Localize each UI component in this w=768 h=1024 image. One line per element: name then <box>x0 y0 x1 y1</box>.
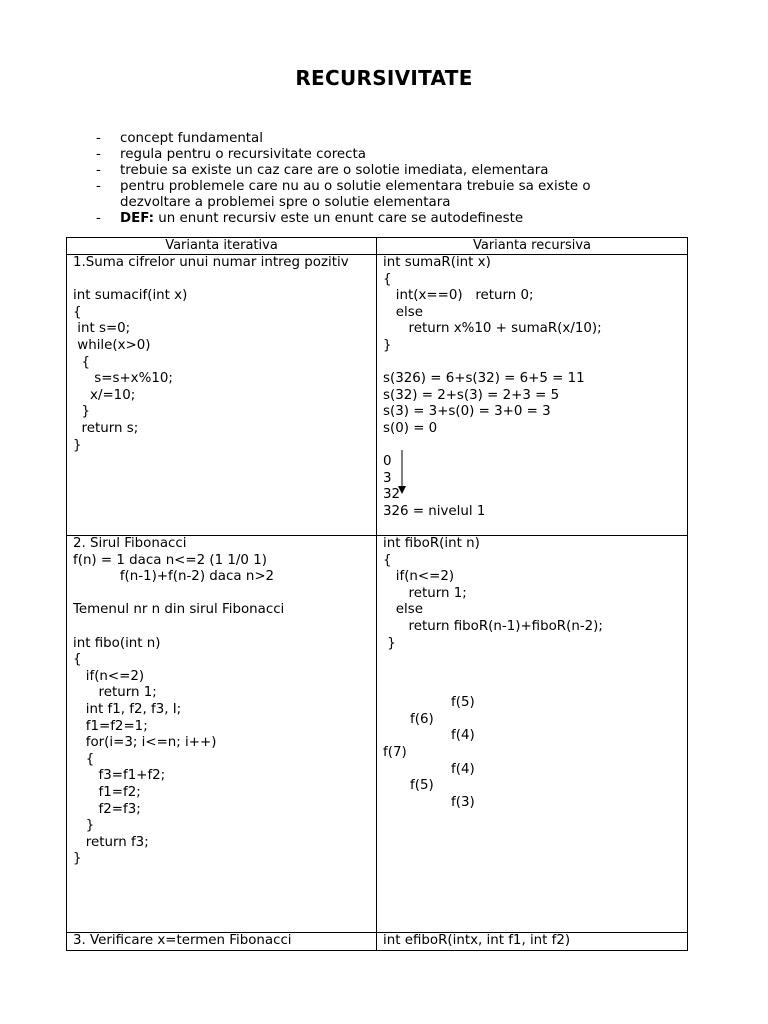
code-line <box>73 272 370 289</box>
dash-icon: - <box>96 178 101 194</box>
cell-iterative-fibo <box>67 536 377 933</box>
list-item-text: concept fundamental <box>120 131 263 146</box>
header-iterative: Varianta iterativa <box>67 238 377 255</box>
code-line: return 1; <box>73 685 157 701</box>
code-line: return f3; <box>73 834 149 850</box>
list-item <box>96 147 656 163</box>
tree-node: f(6) <box>410 711 434 727</box>
list-item <box>96 163 656 179</box>
code-block <box>377 536 687 652</box>
code-line: f1=f2; <box>73 784 141 800</box>
code-line: } <box>73 851 82 867</box>
code-line: while(x>0) <box>73 337 151 353</box>
code-line: return x%10 + sumaR(x/10); <box>383 321 602 337</box>
cell-iterative-sumacif <box>67 255 377 536</box>
code-line: 1.Suma cifrelor unui numar intreg pozitiv <box>73 255 349 270</box>
tree-node: f(7) <box>383 744 407 760</box>
code-block <box>377 933 687 950</box>
code-line: int sumacif(int x) <box>73 288 188 304</box>
list-item-text <box>120 211 656 227</box>
code-line: { <box>73 304 82 320</box>
code-line: } <box>73 437 82 453</box>
dash-icon: - <box>96 210 101 226</box>
recursion-tree <box>377 695 687 815</box>
code-line: 326 = nivelul 1 <box>383 503 486 519</box>
code-line: s(32) = 2+s(3) = 2+3 = 5 <box>383 387 560 403</box>
code-line: int fibo(int n) <box>73 635 161 651</box>
tree-node: f(3) <box>451 794 475 810</box>
code-line: f3=f1+f2; <box>73 768 166 784</box>
dash-icon: - <box>96 162 101 178</box>
code-line: return fiboR(n-1)+fiboR(n-2); <box>383 618 603 634</box>
code-line: } <box>73 404 91 420</box>
code-block <box>67 255 376 454</box>
code-line: s(3) = 3+s(0) = 3+0 = 3 <box>383 404 551 420</box>
code-line: { <box>73 751 95 767</box>
code-line: { <box>383 552 392 568</box>
list-item <box>96 211 656 227</box>
header-recursive: Varianta recursiva <box>377 238 688 255</box>
list-item-text: pentru problemele care nu au o solutie elementara trebuie sa existe o dezvoltare a problemei spre o solutie elementara <box>120 178 591 210</box>
code-line: 32 <box>383 487 401 503</box>
code-line: int sumaR(int x) <box>383 255 491 270</box>
tree-node: f(4) <box>451 761 475 777</box>
code-line: for(i=3; i<=n; i++) <box>73 735 217 751</box>
code-line: } <box>383 635 396 651</box>
code-line: else <box>383 602 423 618</box>
list-item-text: trebuie sa existe un caz care are o solotie imediata, elementara <box>120 162 549 178</box>
code-line: s(0) = 0 <box>383 420 438 436</box>
table-row <box>67 255 688 536</box>
cell-recursive-sumaR <box>377 255 688 536</box>
code-block <box>67 933 376 950</box>
code-block <box>377 255 687 521</box>
code-line: return 1; <box>383 585 467 601</box>
code-line: } <box>383 337 392 353</box>
code-line: 0 <box>383 454 392 470</box>
table-header-row <box>67 238 688 255</box>
code-line: f1=f2=1; <box>73 718 148 734</box>
comparison-table <box>66 237 688 951</box>
code-line: f(n-1)+f(n-2) daca n>2 <box>73 569 275 585</box>
dash-icon: - <box>96 146 101 162</box>
code-line: s=s+x%10; <box>73 371 173 387</box>
code-line: x/=10; <box>73 387 136 403</box>
list-item <box>96 131 656 147</box>
code-block <box>67 536 376 868</box>
code-line <box>73 619 370 636</box>
table-row <box>67 933 688 951</box>
code-line: int s=0; <box>73 321 131 337</box>
code-line: 3 <box>383 470 392 486</box>
code-line: { <box>383 271 392 287</box>
code-line: if(n<=2) <box>73 668 145 684</box>
cell-iterative-verificare <box>67 933 377 951</box>
list-item <box>96 179 656 211</box>
code-line: f(n) = 1 daca n<=2 (1 1/0 1) <box>73 552 267 568</box>
code-line: 3. Verificare x=termen Fibonacci <box>73 933 292 948</box>
code-line: Temenul nr n din sirul Fibonacci <box>73 602 285 618</box>
definition-text: un enunt recursiv este un enunt care se autodefineste <box>154 210 524 226</box>
code-line: { <box>73 652 82 668</box>
tree-node: f(4) <box>451 728 475 744</box>
code-line: int efiboR(intx, int f1, int f2) <box>383 933 571 948</box>
page-title: RECURSIVITATE <box>295 66 473 90</box>
code-line: s(326) = 6+s(32) = 6+5 = 11 <box>383 371 585 387</box>
code-line <box>73 586 370 603</box>
code-line: { <box>73 354 91 370</box>
list-item-text: regula pentru o recursivitate corecta <box>120 146 366 162</box>
code-line: int(x==0) return 0; <box>383 288 534 304</box>
tree-node: f(5) <box>451 695 475 711</box>
code-line: f2=f3; <box>73 801 141 817</box>
bullet-list <box>96 131 656 226</box>
code-line: int f1, f2, f3, I; <box>73 701 182 717</box>
definition-label: DEF: <box>120 210 155 226</box>
code-line <box>383 438 681 455</box>
code-line: return s; <box>73 420 139 436</box>
dash-icon: - <box>96 131 101 146</box>
down-arrow-icon <box>395 448 409 496</box>
code-line <box>383 355 681 372</box>
code-line: int fiboR(int n) <box>383 536 480 551</box>
code-line: if(n<=2) <box>383 569 455 585</box>
code-line: } <box>73 818 95 834</box>
code-line: 2. Sirul Fibonacci <box>73 536 187 551</box>
cell-recursive-fiboR <box>377 536 688 933</box>
table-row <box>67 536 688 933</box>
cell-recursive-efiboR <box>377 933 688 951</box>
code-line: else <box>383 304 423 320</box>
tree-node: f(5) <box>410 778 434 794</box>
